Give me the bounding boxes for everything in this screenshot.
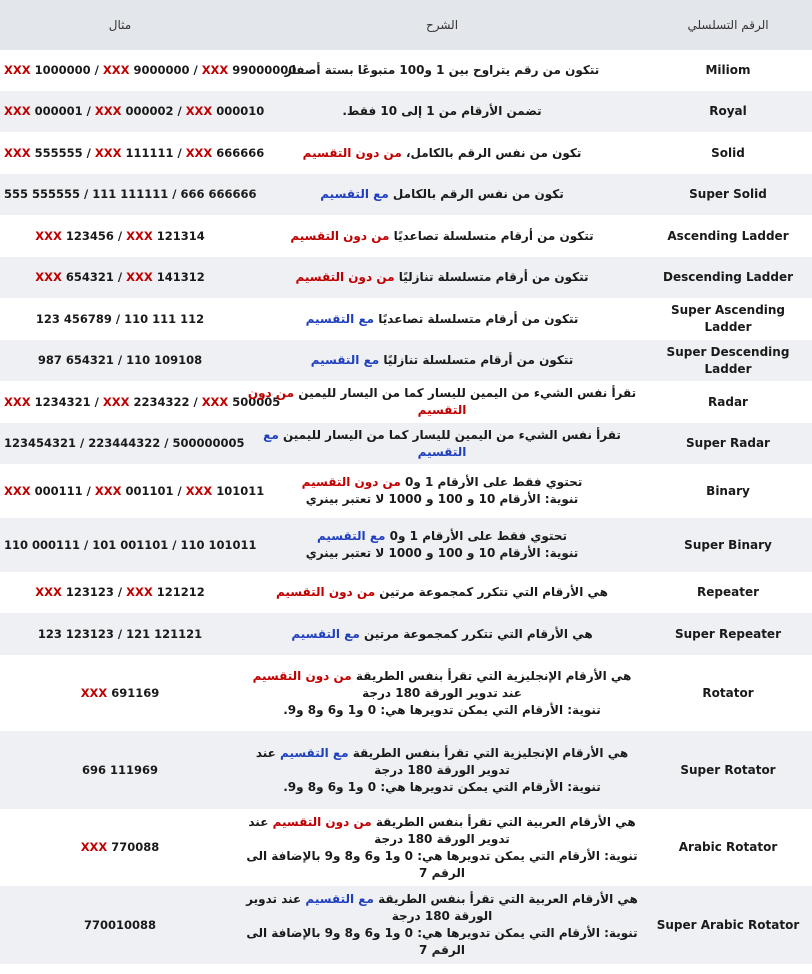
description-note: تنوية: الأرقام التي يمكن تدويرها هي: 0 و1 و6 و8 و9 بالإضافة الى الرقم 7 xyxy=(246,926,638,957)
division-qualifier: مع التقسيم xyxy=(305,892,374,906)
example-cell: XXX 123456 / XXX 121314 xyxy=(0,215,240,257)
serial-name-cell xyxy=(644,655,812,731)
table-row xyxy=(0,423,812,464)
description-line xyxy=(244,668,640,702)
description-text: تتكون من أرقام متسلسلة تصاعديًا xyxy=(389,228,594,243)
example-number: 770088 xyxy=(107,840,160,854)
example-number: 2234322 xyxy=(129,394,190,409)
example-cell xyxy=(0,886,240,964)
description-text: عند تدوير الورقة 180 درجة xyxy=(362,685,522,700)
description-text: تكون من نفس الرقم بالكامل xyxy=(388,187,564,201)
serial-name-cell xyxy=(644,91,812,132)
description-cell xyxy=(240,613,644,655)
serial-name: Super Descending Ladder xyxy=(666,344,790,376)
example-prefix: XXX xyxy=(126,270,153,284)
description-text: تكون من نفس الرقم بالكامل، xyxy=(401,145,582,160)
example-cell: XXX 123123 / XXX 121212 xyxy=(0,572,240,613)
example-number: 121314 xyxy=(152,228,205,243)
description-cell xyxy=(240,518,644,572)
serial-name-cell xyxy=(644,886,812,964)
description-note: تنوية: الأرقام التي يمكن تدويرها هي: 0 و1 و6 و8 و9. xyxy=(283,779,601,794)
description-line xyxy=(244,814,640,848)
example-prefix: XXX xyxy=(35,228,62,243)
division-qualifier: مع التقسيم xyxy=(291,626,360,641)
division-qualifier: من دون التقسيم xyxy=(295,270,395,284)
description-note: تنوية: الأرقام التي يمكن تدويرها هي: 0 و1 و6 و8 و9. xyxy=(283,702,601,717)
example-number: 111111 xyxy=(121,145,174,160)
example-prefix: XXX xyxy=(185,145,213,160)
description-line xyxy=(244,186,640,203)
example-prefix: XXX xyxy=(126,585,153,599)
description-line xyxy=(244,269,640,286)
serial-name: Binary xyxy=(706,483,750,498)
description-line xyxy=(244,745,640,779)
example-cell xyxy=(0,613,240,655)
description-text: تتكون من رقم يتراوح بين 1 و100 متبوعًا بستة أصفار xyxy=(284,63,600,77)
division-qualifier: مع التقسيم xyxy=(263,427,467,459)
description-cell xyxy=(240,257,644,298)
example-number: 001101 xyxy=(121,483,174,498)
description-cell xyxy=(240,464,644,518)
example-prefix: XXX xyxy=(185,483,213,498)
division-qualifier: مع التقسيم xyxy=(320,187,389,201)
description-text: هي الأرقام التي تتكرر كمجموعة مرتين xyxy=(375,585,608,599)
example-prefix: XXX xyxy=(4,104,31,118)
table-row xyxy=(0,731,812,809)
serial-name: Descending Ladder xyxy=(662,270,794,284)
division-qualifier: من دون التقسيم xyxy=(276,585,376,599)
serial-name: Solid xyxy=(711,145,745,160)
description-cell xyxy=(240,731,644,809)
description-text: تحتوي فقط على الأرقام 1 و0 xyxy=(385,529,567,543)
description-cell xyxy=(240,423,644,464)
example-cell: XXX 1000000 / XXX 9000000 / XXX 99000000 xyxy=(0,50,240,91)
division-qualifier: من دون التقسيم xyxy=(247,386,467,417)
description-text: هي الأرقام الإنجليزية التي تقرأ بنفس الطريقة xyxy=(348,745,629,760)
description-cell xyxy=(240,572,644,613)
example-prefix: XXX xyxy=(102,63,130,77)
table-row xyxy=(0,809,812,886)
serial-name-cell xyxy=(644,572,812,613)
example-text: 110 000111 / 101 001101 / 110 101011 xyxy=(4,537,257,552)
description-cell xyxy=(240,886,644,964)
serial-name-cell xyxy=(644,518,812,572)
description-line xyxy=(244,145,640,162)
description-line xyxy=(244,584,640,601)
description-note: تنوية: الأرقام 10 و 100 و 1000 لا تعتبر بينري xyxy=(305,546,579,560)
example-prefix: XXX xyxy=(185,104,213,118)
description-text: عند تدوير الورقة 180 درجة xyxy=(255,745,510,777)
example-number: 123123 xyxy=(61,585,114,599)
serial-name-cell xyxy=(644,132,812,174)
division-qualifier: من دون التقسيم xyxy=(301,475,401,489)
serial-name: Rotator xyxy=(702,685,754,700)
serial-name-cell xyxy=(644,174,812,215)
description-cell xyxy=(240,215,644,257)
serial-name-cell xyxy=(644,340,812,381)
example-cell xyxy=(0,809,240,886)
example-prefix: XXX xyxy=(80,685,108,700)
description-line xyxy=(244,626,640,643)
example-prefix: XXX xyxy=(4,145,31,160)
description-line xyxy=(244,474,640,491)
example-number: 555555 xyxy=(30,145,83,160)
serial-name: Super Repeater xyxy=(674,626,781,641)
description-cell xyxy=(240,298,644,340)
example-prefix: XXX xyxy=(94,104,122,118)
example-number: 123456 xyxy=(61,228,114,243)
description-cell xyxy=(240,174,644,215)
serial-name: Royal xyxy=(709,104,747,118)
example-text: 987 654321 / 110 109108 xyxy=(37,353,203,367)
example-text: 123454321 / 223444322 / 500000005 xyxy=(4,436,245,450)
serial-name-cell xyxy=(644,731,812,809)
division-qualifier: من دون التقسيم xyxy=(302,145,402,160)
example-number: 1234321 xyxy=(30,394,91,409)
serial-name: Super Binary xyxy=(684,537,772,552)
serial-name: Super Solid xyxy=(689,187,767,201)
example-cell xyxy=(0,298,240,340)
serial-name: Super Rotator xyxy=(680,762,776,777)
division-qualifier: مع التقسيم xyxy=(305,311,375,326)
description-text: تتكون من أرقام متسلسلة تنازليًا xyxy=(394,270,589,284)
table-row xyxy=(0,381,812,423)
description-line xyxy=(244,385,640,419)
description-cell xyxy=(240,340,644,381)
example-number: 9000000 xyxy=(129,63,190,77)
description-cell xyxy=(240,809,644,886)
example-cell: XXX 555555 / XXX 111111 / XXX 666666 xyxy=(0,132,240,174)
example-cell xyxy=(0,655,240,731)
example-cell: XXX 1234321 / XXX 2234322 / XXX 500005 xyxy=(0,381,240,423)
description-text: هي الأرقام الإنجليزية التي تقرأ بنفس الطريقة xyxy=(351,668,632,683)
example-prefix: XXX xyxy=(94,483,122,498)
description-cell xyxy=(240,91,644,132)
serial-name-cell xyxy=(644,464,812,518)
table-row xyxy=(0,298,812,340)
table-row xyxy=(0,257,812,298)
description-text: هي الأرقام العربية التي تقرأ بنفس الطريقة xyxy=(371,814,636,829)
serial-name: Radar xyxy=(708,394,748,409)
header-serial: الرقم التسلسلي xyxy=(644,0,812,50)
example-prefix: XXX xyxy=(94,145,122,160)
example-prefix: XXX xyxy=(102,394,130,409)
example-number: 000111 xyxy=(30,483,83,498)
description-line xyxy=(244,311,640,328)
table-row xyxy=(0,340,812,381)
example-prefix: XXX xyxy=(126,228,153,243)
serial-name-cell xyxy=(644,298,812,340)
serial-name: Ascending Ladder xyxy=(667,228,789,243)
example-prefix: XXX xyxy=(201,63,229,77)
division-qualifier: من دون التقسيم xyxy=(272,814,372,829)
example-cell xyxy=(0,423,245,464)
serial-name: Super Arabic Rotator xyxy=(656,917,800,932)
description-line xyxy=(244,228,640,245)
table-row xyxy=(0,132,812,174)
serial-name: Super Radar xyxy=(686,436,770,450)
header-description: الشرح xyxy=(240,0,644,50)
division-qualifier: مع التقسيم xyxy=(280,745,349,760)
serial-name: Super Ascending Ladder xyxy=(670,303,786,334)
serial-name-cell xyxy=(644,50,812,91)
table-row xyxy=(0,886,812,964)
example-cell: XXX 000111 / XXX 001101 / XXX 101011 xyxy=(0,464,240,518)
serial-name-cell xyxy=(644,613,812,655)
description-text: تحتوي فقط على الأرقام 1 و0 xyxy=(400,475,583,489)
table-header-row xyxy=(0,0,812,50)
table-row xyxy=(0,572,812,613)
example-prefix: XXX xyxy=(201,394,229,409)
example-text: 770010088 xyxy=(83,917,156,932)
description-text: هي الأرقام التي تتكرر كمجموعة مرتين xyxy=(359,626,593,641)
description-text: تقرأ نفس الشيء من اليمين لليسار كما من اليسار لليمين xyxy=(294,386,637,400)
description-text: تتكون من أرقام متسلسلة تصاعديًا xyxy=(374,311,579,326)
description-text: عند تدوير الورقة 180 درجة xyxy=(246,892,493,923)
example-prefix: XXX xyxy=(4,394,31,409)
serial-name: Repeater xyxy=(697,585,759,599)
description-cell xyxy=(240,132,644,174)
description-note: تنوية: الأرقام 10 و 100 و 1000 لا تعتبر بينري xyxy=(305,492,579,506)
description-cell xyxy=(240,381,644,423)
serial-name-cell xyxy=(644,215,812,257)
example-number: 000001 xyxy=(30,104,83,118)
description-line xyxy=(244,103,640,120)
example-prefix: XXX xyxy=(35,585,62,599)
description-line xyxy=(244,62,640,79)
example-text: 696 111969 xyxy=(81,762,159,777)
division-qualifier: من دون التقسيم xyxy=(290,228,390,243)
description-note: تنوية: الأرقام التي يمكن تدويرها هي: 0 و1 و6 و8 و9 بالإضافة الى الرقم 7 xyxy=(246,848,638,880)
serial-name-cell xyxy=(644,423,812,464)
table-row xyxy=(0,91,812,132)
description-text: هي الأرقام العربية التي تقرأ بنفس الطريقة xyxy=(373,892,638,906)
example-cell: XXX 654321 / XXX 141312 xyxy=(0,257,240,298)
example-cell xyxy=(0,731,240,809)
header-example: مثال xyxy=(0,0,240,50)
example-prefix: XXX xyxy=(80,840,108,854)
table-row xyxy=(0,613,812,655)
example-number: 121212 xyxy=(152,585,205,599)
description-cell xyxy=(240,50,644,91)
example-text: 123 123123 / 121 121121 xyxy=(37,626,203,641)
example-number: 1000000 xyxy=(30,63,91,77)
example-prefix: XXX xyxy=(4,483,31,498)
example-cell: XXX 000001 / XXX 000002 / XXX 000010 xyxy=(0,91,240,132)
description-text: عند تدوير الورقة 180 درجة xyxy=(248,814,510,846)
example-cell xyxy=(0,518,257,572)
description-line xyxy=(244,352,640,369)
division-qualifier: مع التقسيم xyxy=(310,353,380,367)
division-qualifier: مع التقسيم xyxy=(316,529,386,543)
description-text: تضمن الأرقام من 1 إلى 10 فقط. xyxy=(342,104,542,118)
serial-name: Miliom xyxy=(705,63,751,77)
example-number: 654321 xyxy=(61,270,114,284)
example-cell xyxy=(0,340,240,381)
description-line xyxy=(244,891,640,925)
division-qualifier: من دون التقسيم xyxy=(252,668,352,683)
table-row xyxy=(0,50,812,91)
example-text: 555 555555 / 111 111111 / 666 666666 xyxy=(4,187,257,201)
description-line xyxy=(244,528,640,545)
example-text: 123 456789 / 110 111 112 xyxy=(35,311,205,326)
description-cell xyxy=(240,655,644,731)
serial-name: Arabic Rotator xyxy=(678,840,778,854)
example-number: 000002 xyxy=(121,104,174,118)
example-number: 500005 xyxy=(228,394,281,409)
example-prefix: XXX xyxy=(35,270,62,284)
table-row xyxy=(0,518,812,572)
description-line xyxy=(244,427,640,461)
serial-name-cell xyxy=(644,257,812,298)
serial-name-cell xyxy=(644,381,812,423)
example-prefix: XXX xyxy=(4,63,31,77)
serial-name-cell xyxy=(644,809,812,886)
example-number: 691169 xyxy=(107,685,160,700)
description-text: تتكون من أرقام متسلسلة تنازليًا xyxy=(379,353,574,367)
table-row xyxy=(0,655,812,731)
table-row xyxy=(0,174,812,215)
table-body xyxy=(0,50,812,964)
example-number: 101011 xyxy=(212,483,265,498)
example-cell xyxy=(0,174,257,215)
example-number: 000010 xyxy=(212,104,265,118)
description-text: تقرأ نفس الشيء من اليمين لليسار كما من اليسار لليمين xyxy=(278,427,621,442)
example-number: 99000000 xyxy=(228,63,297,77)
table-row xyxy=(0,464,812,518)
example-number: 141312 xyxy=(152,270,205,284)
table-row xyxy=(0,215,812,257)
example-number: 666666 xyxy=(212,145,265,160)
